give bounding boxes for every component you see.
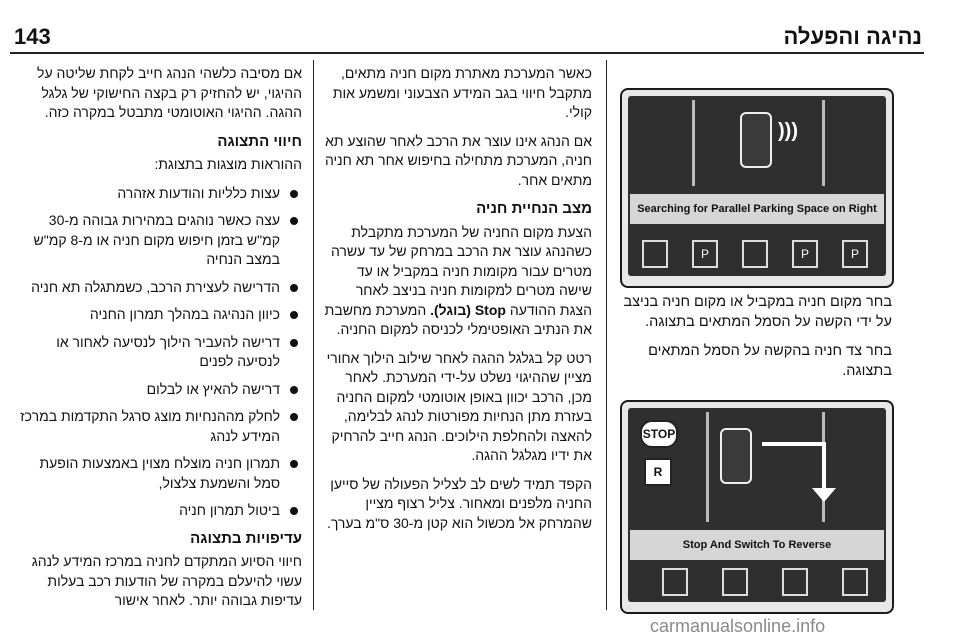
text-run: הצעת מקום החניה של המערכת מתקבלת כשהנהג עוצר את הרכב במרחק של עד עשרה מטרים עבור מקומות חניה במקביל או עד שישה מטרים למקומות חניה בניצב לאחר הצגת ההודעה <box>330 223 592 318</box>
section-heading: חיווי התצוגה <box>217 132 302 150</box>
section-heading: מצב הנחיית חניה <box>476 200 592 217</box>
list-item: עצות כלליות והודעות אזהרה <box>14 184 302 204</box>
watermark[interactable]: carmanualsonline.info <box>650 616 826 636</box>
parking-slot <box>782 568 808 596</box>
parking-slot <box>742 240 768 268</box>
paragraph: רטט קל בגלגל ההגה לאחר שילוב הילוך אחורי מציין שההיגוי נשלט על-ידי המערכת. לאחר מכן, הרכב יכוון באופן אוטומטי למקום החניה בעזרת מתן הנחיות מפורטות לנהג לבלימה, להאצה ולהחלפת הילוכים. הנהג חייב להרחיק את ידיו מגלגל ההגה. <box>326 349 592 463</box>
slot-label: P <box>850 247 859 261</box>
list-item: כיוון הנהיגה במהלך תמרון החניה <box>14 305 302 325</box>
paragraph: בחר מקום חניה במקביל או מקום חניה בניצב על ידי הקשה על הסמל המתאים בתצוגה. <box>623 294 892 330</box>
car-icon <box>740 112 772 168</box>
figure-banner: Searching for Parallel Parking Space on Right <box>630 194 884 224</box>
parking-slot <box>842 240 868 268</box>
reverse-gear-label: R <box>653 465 663 479</box>
slot-row <box>632 566 882 596</box>
list-item: ביטול תמרון חניה <box>14 501 302 521</box>
lane-line <box>706 412 709 522</box>
figure-parking-search <box>620 88 894 288</box>
column-divider <box>313 60 314 610</box>
header-rule <box>10 52 924 54</box>
column-divider <box>606 60 607 610</box>
paragraph: אם הנהג אינו עוצר את הרכב לאחר שהוצע תא חניה, המערכת מתחילה בחיפוש אחר תא חניה מתאים אחר. <box>324 132 592 188</box>
figure-caption-column <box>618 292 892 390</box>
lane-line <box>692 100 695 186</box>
parking-slot <box>722 568 748 596</box>
stop-message-label: Stop (בוגל). <box>430 301 506 318</box>
sensor-waves-icon: ))) <box>778 120 798 142</box>
parking-slot <box>692 240 718 268</box>
reverse-gear-icon <box>644 458 672 486</box>
list-item: הדרישה לעצירת הרכב, כשמתגלה תא חניה <box>14 278 302 298</box>
middle-column <box>322 64 592 542</box>
text-run: המערכת מחשבת את הנתיב האופטימלי לכניסה למקום החניה. <box>324 301 592 337</box>
figure-stop-reverse <box>620 400 894 614</box>
paragraph: חיווי הסיוע המתקדם לחניה במרכז המידע לנהג עשוי להיעלם במקרה של הודעות רכב בעלות עדיפות גבוהה יותר. לאחר אישור <box>31 553 302 608</box>
list-item: דרישה להאיץ או לבלום <box>14 380 302 400</box>
right-column <box>14 64 302 620</box>
list-item: לחלק מההנחיות מוצג סרגל התקדמות במרכז המידע לנהג <box>14 407 302 446</box>
list-item: עצה כאשר נוהגים במהירות גבוהה מ-30 קמ"ש בזמן חיפוש מקום חניה או מ-8 קמ"ש במצב הנחיה <box>14 211 302 270</box>
section-heading: עדיפויות בתצוגה <box>190 529 302 547</box>
parking-slot <box>662 568 688 596</box>
car-icon <box>720 428 752 484</box>
bullet-list <box>14 184 302 521</box>
parking-slot <box>792 240 818 268</box>
stop-sign-icon <box>640 420 678 448</box>
arrow-head-icon <box>812 488 836 502</box>
parking-slot <box>642 240 668 268</box>
list-item: דרישה להעביר הילוך לנסיעה לאחור או לנסיעה לפנים <box>14 333 302 372</box>
page-number: 143 <box>14 24 51 49</box>
paragraph: ההוראות מוצגות בתצוגת: <box>154 156 302 172</box>
paragraph: אם מסיבה כלשהי הנהג חייב לקחת שליטה על ההיגוי, יש להחזיק רק בקצה החישוקי של גלגל ההגה. ההיגוי האוטומטי מתבטל במקרה כזה. <box>37 65 302 120</box>
paragraph: בחר צד חניה בהקשה על הסמל המתאים בתצוגה. <box>648 343 892 379</box>
list-item: תמרון חניה מוצלח מצוין באמצעות הופעת סמל והשמעת צלצול, <box>14 454 302 493</box>
chapter-title: נהיגה והפעלה <box>783 24 922 49</box>
parking-slot <box>842 568 868 596</box>
slot-label: P <box>800 247 809 261</box>
page-header <box>0 0 960 52</box>
slot-label: P <box>700 247 709 261</box>
paragraph: כאשר המערכת מאתרת מקום חניה מתאים, מתקבל חיווי בגב המידע הצבעוני ומשמע אות קולי. <box>332 65 592 120</box>
paragraph: הקפד תמיד לשים לב לצליל הפעולה של סייען החניה מלפנים ומאחור. צליל רצוף מציין שהמרחק אל מכשול הוא קטן מ-30 ס"מ בערך. <box>326 475 592 531</box>
stop-sign-label: STOP <box>642 427 676 441</box>
lane-line <box>822 100 825 186</box>
paragraph <box>322 223 592 340</box>
slot-row <box>632 236 882 270</box>
figure-banner: Stop And Switch To Reverse <box>630 530 884 560</box>
